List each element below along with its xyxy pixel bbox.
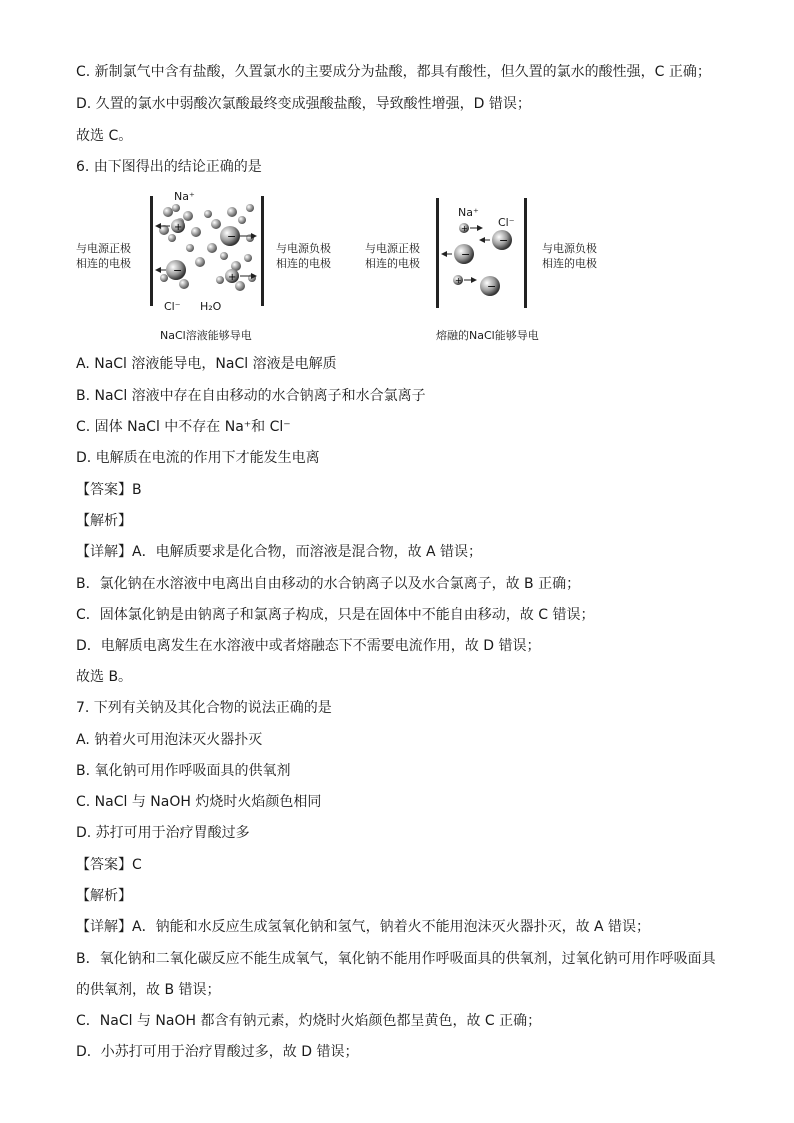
label-cathode-left-2: 相连的电极 [276,257,331,270]
option-d: D. 苏打可用于治疗胃酸过多 [76,825,250,841]
option-c: C. 固体 NaCl 中不存在 Na⁺和 Cl⁻ [76,419,291,435]
label-cathode-left-1: 与电源负极 [276,242,331,255]
label-cathode-right-1: 与电源负极 [542,242,597,255]
nacl-solution-diagram [140,186,275,316]
svg-text:+: + [461,224,468,233]
option-a: A. 钠着火可用泡沫灭火器扑灭 [76,732,263,748]
answer-label: 【答案】B [76,482,142,498]
label-anode-left-1: 与电源正极 [76,242,131,255]
detail-line: C．固体氯化钠是由钠离子和氯离子构成，只是在固体中不能自由移动，故 C 错误； [76,607,595,623]
svg-text:−: − [461,248,471,261]
detail-line: 【详解】A．电解质要求是化合物，而溶液是混合物，故 A 错误； [76,544,483,560]
svg-text:+: + [174,222,183,233]
option-d: D. 电解质在电流的作用下才能发生电离 [76,450,320,466]
detail-line: D．小苏打可用于治疗胃酸过多，故 D 错误； [76,1044,359,1060]
question-6: 6. 由下图得出的结论正确的是 [76,159,262,175]
left-electrode [150,196,153,306]
label-cl-ion-right: Cl⁻ [498,216,515,229]
svg-text:−: − [173,264,183,277]
label-anode-left-2: 相连的电极 [76,257,131,270]
label-anode-right-2: 相连的电极 [365,257,420,270]
detail-line: 故选 B。 [76,669,133,685]
question-7: 7. 下列有关钠及其化合物的说法正确的是 [76,700,332,716]
label-anode-right-1: 与电源正极 [365,242,420,255]
caption-left: NaCl溶液能够导电 [160,329,252,342]
detail-line: D．电解质电离发生在水溶液中或者熔融态下不需要电流作用，故 D 错误； [76,638,541,654]
label-h2o-left: H₂O [200,300,222,313]
caption-right: 熔融的NaCl能够导电 [436,329,539,342]
detail-line: 的供氧剂，故 B 错误； [76,982,221,998]
option-b: B. NaCl 溶液中存在自由移动的水合钠离子和水合氯离子 [76,388,426,404]
option-a: A. NaCl 溶液能导电，NaCl 溶液是电解质 [76,356,337,372]
detail-line: B．氯化钠在水溶液中电离出自由移动的水合钠离子以及水合氯离子，故 B 正确； [76,576,581,592]
svg-text:+: + [455,276,462,285]
label-na-ion-left: Na⁺ [174,190,195,203]
option-b: B. 氧化钠可用作呼吸面具的供氧剂 [76,763,291,779]
molten-nacl-diagram [432,196,532,310]
svg-text:−: − [499,234,509,247]
analysis-label: 【解析】 [76,888,132,904]
text-line: C. 新制氯气中含有盐酸，久置氯水的主要成分为盐酸，都具有酸性，但久置的氯水的酸性强，C 正确； [76,64,711,80]
detail-line: B．氧化钠和二氧化碳反应不能生成氧气，氧化钠不能用作呼吸面具的供氧剂，过氧化钠可用作呼吸面具 [76,951,716,967]
detail-line: C．NaCl 与 NaOH 都含有钠元素，灼烧时火焰颜色都呈黄色，故 C 正确； [76,1013,542,1029]
label-na-ion-right: Na⁺ [458,206,479,219]
detail-line: 【详解】A．钠能和水反应生成氢氧化钠和氢气，钠着火不能用泡沫灭火器扑灭，故 A 错误； [76,919,651,935]
svg-text:−: − [227,230,237,243]
right-electrode [524,198,527,308]
svg-text:+: + [228,272,237,283]
text-line: 故选 C。 [76,128,133,144]
text-line: D. 久置的氯水中弱酸次氯酸最终变成强酸盐酸，导致酸性增强，D 错误； [76,96,531,112]
left-electrode [436,198,439,308]
label-cathode-right-2: 相连的电极 [542,257,597,270]
label-cl-ion-left: Cl⁻ [164,300,181,313]
svg-text:−: − [487,280,497,293]
right-electrode [261,196,264,306]
answer-label: 【答案】C [76,857,142,873]
analysis-label: 【解析】 [76,513,132,529]
option-c: C. NaCl 与 NaOH 灼烧时火焰颜色相同 [76,794,322,810]
